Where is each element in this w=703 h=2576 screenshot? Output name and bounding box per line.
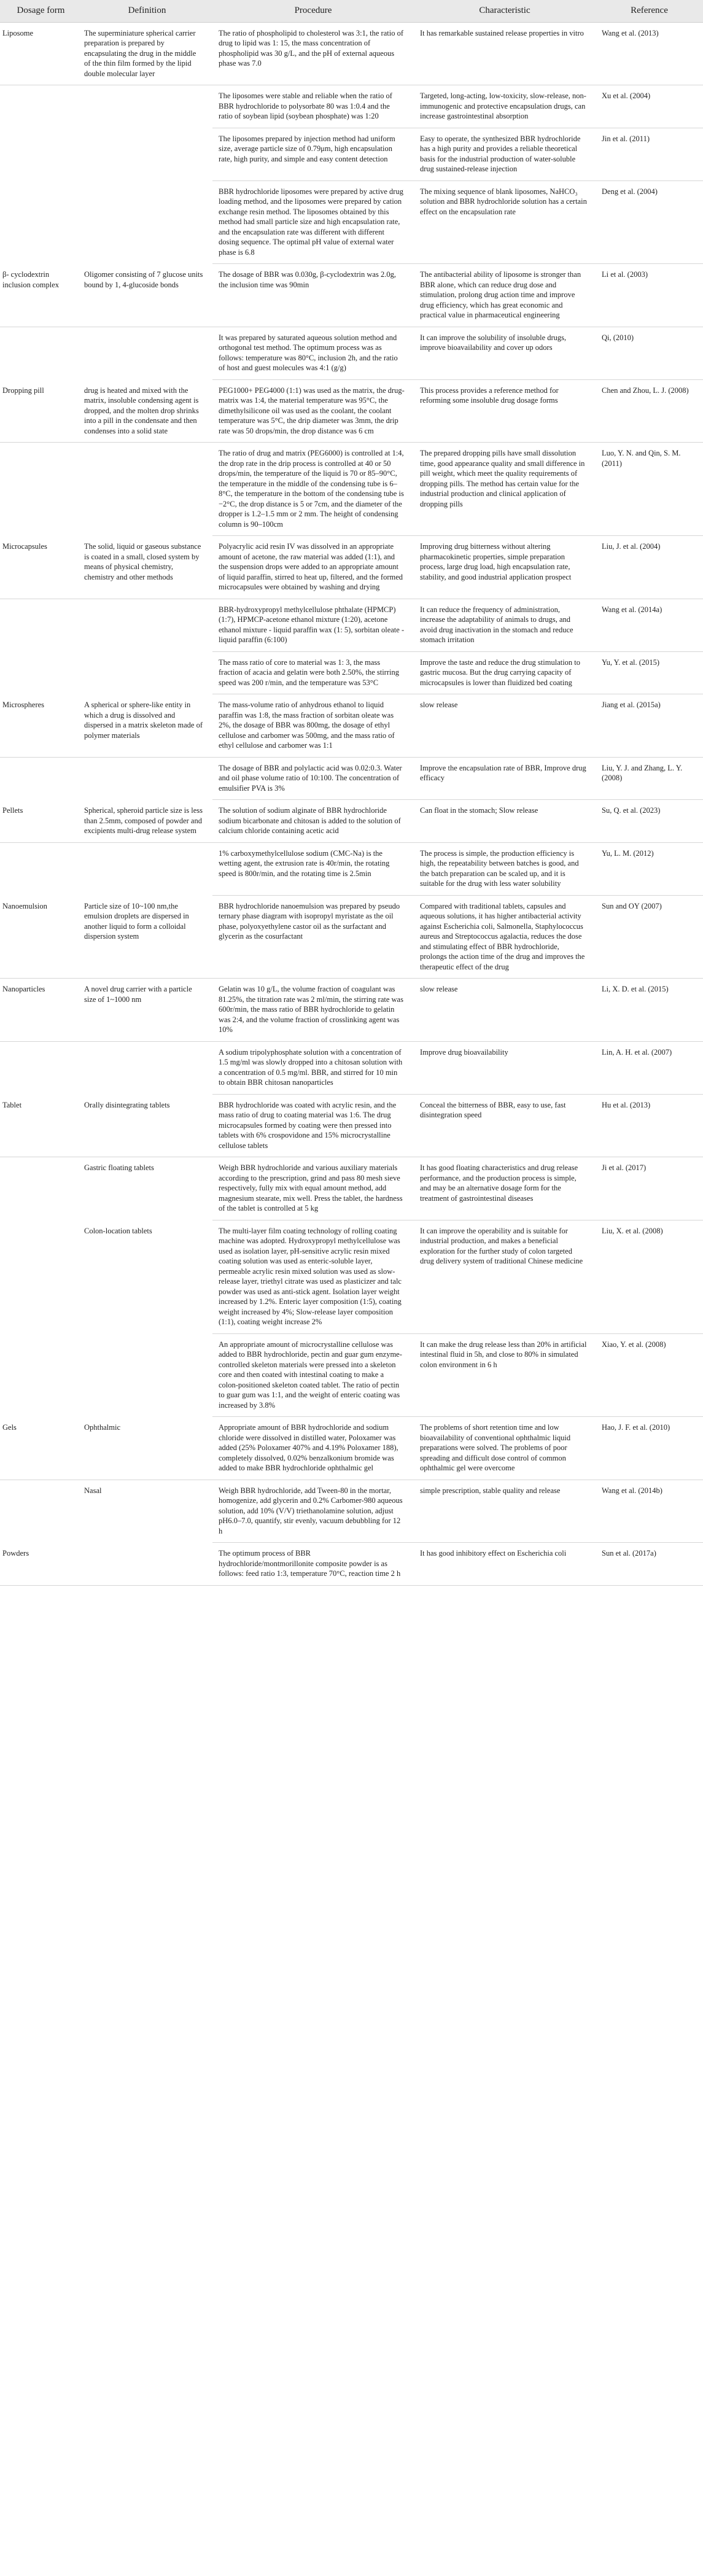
cell-characteristic: Easy to operate, the synthesized BBR hydrochloride has a high purity and provides a reliable theoretical basis for the industrial production of water-soluble drug sustained-release injection (414, 128, 596, 180)
cell-dosage-form (0, 1041, 82, 1094)
cell-reference: Li, X. D. et al. (2015) (596, 979, 703, 1042)
table-row (0, 800, 703, 843)
table-row (0, 979, 703, 1042)
cell-characteristic: slow release (414, 979, 596, 1042)
header-reference: Reference (596, 0, 703, 22)
cell-dosage-form (0, 1480, 82, 1543)
cell-characteristic: It can reduce the frequency of administration, increase the adaptability of animals to drugs, and avoid drug inactivation in the stomach and reduce stomach irritation (414, 599, 596, 651)
cell-reference: Ji et al. (2017) (596, 1157, 703, 1220)
cell-definition: Particle size of 10~100 nm,the emulsion droplets are dispersed in another liquid to form a colloidal dispersion system (82, 895, 212, 979)
cell-definition (82, 443, 212, 536)
cell-dosage-form (0, 599, 82, 651)
cell-characteristic: simple prescription, stable quality and release (414, 1480, 596, 1543)
table-row (0, 1094, 703, 1157)
cell-dosage-form: Powders (0, 1543, 82, 1586)
cell-procedure: The liposomes prepared by injection method had uniform size, average particle size of 0.79μm, high encapsulation rate, high purity, and simple and easy content detection (212, 128, 414, 180)
cell-characteristic: This process provides a reference method for reforming some insoluble drug dosage forms (414, 379, 596, 443)
cell-procedure: BBR hydrochloride nanoemulsion was prepared by pseudo ternary phase diagram with isopropyl myristate as the oil phase, polyoxyethylene castor oil as the surfactant and glycerin as the cosurfactant (212, 895, 414, 979)
cell-definition: The solid, liquid or gaseous substance is coated in a small, closed system by means of physical chemistry, chemistry and other methods (82, 536, 212, 599)
table-row (0, 842, 703, 895)
cell-procedure: The mass ratio of core to material was 1: 3, the mass fraction of acacia and gelatin were both 2.50%, the stirring speed was 200 r/min, and the temperature was 53°C (212, 651, 414, 694)
cell-reference: Hao, J. F. et al. (2010) (596, 1417, 703, 1480)
cell-reference: Wang et al. (2014a) (596, 599, 703, 651)
cell-definition: The superminiature spherical carrier preparation is prepared by encapsulating the drug in the middle of the thin film formed by the lipid double molecular layer (82, 22, 212, 85)
cell-characteristic: Targeted, long-acting, low-toxicity, slow-release, non-immunogenic and protective encapsulation drugs, can increase gastrointestinal absorption (414, 85, 596, 128)
cell-procedure: The ratio of drug and matrix (PEG6000) is controlled at 1:4, the drop rate in the drip process is controlled at 40 or 50 drops/min, the temperature of the liquid is 70 or 85–90°C, the temperature in the middle of the condensing tube is 6–8°C, the temperature in the bottom of the condensing tube is −2°C, the drop distance is 5 or 7cm, and the diameter of the dropper is 1.2–1.5 mm or 2 mm. The height of condensing column is 90–100cm (212, 443, 414, 536)
table-row (0, 1480, 703, 1543)
cell-procedure: The dosage of BBR was 0.030g, β-cyclodextrin was 2.0g, the inclusion time was 90min (212, 264, 414, 327)
cell-dosage-form (0, 443, 82, 536)
cell-dosage-form (0, 757, 82, 800)
cell-characteristic: The problems of short retention time and low bioavailability of conventional ophthalmic liquid preparations were solved. The problems of poor spreading and difficult dose control of common ophthalmic gel were overcome (414, 1417, 596, 1480)
table-row (0, 327, 703, 379)
cell-reference: Chen and Zhou, L. J. (2008) (596, 379, 703, 443)
cell-characteristic: Conceal the bitterness of BBR, easy to use, fast disintegration speed (414, 1094, 596, 1157)
cell-characteristic: It has good floating characteristics and drug release performance, and the production process is simple, and may be an alternative dosage form for the treatment of gastrointestinal diseases (414, 1157, 596, 1220)
cell-characteristic: It can improve the solubility of insoluble drugs, improve bioavailability and cover up odors (414, 327, 596, 379)
cell-definition (82, 327, 212, 379)
cell-characteristic: Improving drug bitterness without altering pharmacokinetic properties, simple preparation process, large drug load, high encapsulation rate, stability, and good industrial application prospect (414, 536, 596, 599)
cell-definition: Nasal (84, 1486, 102, 1495)
cell-reference: Yu, Y. et al. (2015) (596, 651, 703, 694)
cell-reference: Sun and OY (2007) (596, 895, 703, 979)
cell-procedure: PEG1000+ PEG4000 (1:1) was used as the matrix, the drug-matrix was 1:4, the material temperature was 95°C, the dimethylsilicone oil was used as the coolant, the coolant temperature was 5°C, the drip diameter was 3mm, the drip rate was 50 drops/min, the drop distance was 6 cm (212, 379, 414, 443)
cell-reference: Su, Q. et al. (2023) (596, 800, 703, 843)
cell-characteristic: It has good inhibitory effect on Escherichia coli (414, 1543, 596, 1586)
cell-reference: Liu, J. et al. (2004) (596, 536, 703, 599)
cell-definition (82, 599, 212, 651)
cell-procedure: The optimum process of BBR hydrochloride/montmorillonite composite powder is as follows: feed ratio 1:3, temperature 70°C, reaction time 2 h (212, 1543, 414, 1586)
cell-definition (82, 180, 212, 264)
cell-definition (82, 651, 212, 694)
table-row (0, 128, 703, 180)
cell-procedure: The solution of sodium alginate of BBR hydrochloride sodium bicarbonate and chitosan is added to the solution of calcium chloride containing acetic acid (212, 800, 414, 843)
cell-procedure: 1% carboxymethylcellulose sodium (CMC-Na) is the wetting agent, the extrusion rate is 40r/min, the rotating speed is 800r/min, and the rotating time is 2.5min (212, 842, 414, 895)
table-row (0, 22, 703, 85)
cell-characteristic: The process is simple, the production efficiency is high, the repeatability between batches is good, and the batch preparation can be scaled up, and it is suitable for the drug with less water solubility (414, 842, 596, 895)
cell-characteristic: Can float in the stomach; Slow release (414, 800, 596, 843)
cell-dosage-form (0, 180, 82, 264)
cell-dosage-form (0, 1157, 82, 1220)
cell-characteristic: The antibacterial ability of liposome is stronger than BBR alone, which can reduce drug dose and stimulation, prolong drug action time and improve drug efficiency, which has great economic and practical value in pharmaceutical engineering (414, 264, 596, 327)
cell-dosage-form: Microspheres (0, 694, 82, 758)
header-characteristic: Characteristic (414, 0, 596, 22)
header-definition: Definition (82, 0, 212, 22)
table-body (0, 22, 703, 1585)
cell-procedure: Weigh BBR hydrochloride, add Tween-80 in the mortar, homogenize, add glycerin and 0.2% Carbomer-980 aqueous solution, add 10% (V/V) triethanolamine solution, adjust pH6.0–7.0, quantify, stir evenly, vacuum debubbling for 12 h (212, 1480, 414, 1543)
cell-definition (82, 757, 212, 800)
cell-procedure: Polyacrylic acid resin IV was dissolved in an appropriate amount of acetone, the raw material was added (1:1), and the suspension drops were added to an appropriate amount of liquid paraffin, stirred to heat up, filtered, and the formed microcapsules were obtained by washing and drying (212, 536, 414, 599)
cell-reference: Deng et al. (2004) (596, 180, 703, 264)
cell-definition (82, 85, 212, 128)
cell-definition: Oligomer consisting of 7 glucose units bound by 1, 4-glucoside bonds (82, 264, 212, 327)
table-row (0, 180, 703, 264)
cell-dosage-form (0, 327, 82, 379)
cell-dosage-form (0, 1220, 82, 1333)
cell-reference: Xiao, Y. et al. (2008) (596, 1333, 703, 1417)
cell-definition (82, 1333, 212, 1417)
cell-procedure: BBR hydrochloride was coated with acrylic resin, and the mass ratio of drug to coating material was 1:6. The drug microcapsules formed by coating were then pressed into tablets with 6% crospovidone and 15% microcrystalline cellulose tablets (212, 1094, 414, 1157)
cell-dosage-form (0, 1333, 82, 1417)
cell-reference: Liu, Y. J. and Zhang, L. Y. (2008) (596, 757, 703, 800)
cell-procedure: The multi-layer film coating technology of rolling coating machine was adopted. Hydroxypropyl methylcellulose was used as isolation layer, pH-sensitive acrylic resin mixed coating solution was used as enteric-soluble layer, permeable acrylic resin mixed solution was used as slow-release layer, triethyl citrate was used as plasticizer and talc powder was used as anti-stick agent. Isolation layer weight increased by 1.2%. Enteric layer composition (1:5), coating weight increased by 4%; Slow-release layer composition (1:1), coating weight increase 2% (212, 1220, 414, 1333)
cell-dosage-form: Dropping pill (0, 379, 82, 443)
cell-dosage-form: Pellets (0, 800, 82, 843)
cell-characteristic: It can improve the operability and is suitable for industrial production, and makes a beneficial exploration for the further study of colon targeted drug delivery system of traditional Chinese medicine (414, 1220, 596, 1333)
cell-reference: Li et al. (2003) (596, 264, 703, 327)
table-row (0, 443, 703, 536)
cell-procedure: BBR hydrochloride liposomes were prepared by active drug loading method, and the liposomes were prepared by cation exchange resin method. The liposomes obtained by this method had small particle size and high encapsulation rate, and the encapsulation rate was different with different dosing sequence. The optimal pH value of external water phase is 6.8 (212, 180, 414, 264)
table-row (0, 1041, 703, 1094)
cell-definition (82, 1041, 212, 1094)
cell-definition: Ophthalmic (82, 1417, 212, 1480)
cell-characteristic: slow release (414, 694, 596, 758)
cell-procedure: The liposomes were stable and reliable when the ratio of BBR hydrochloride to polysorbate 80 was 1:0.4 and the ratio of soybean lipid (soybean phosphate) was 1:20 (212, 85, 414, 128)
cell-characteristic: It has remarkable sustained release properties in vitro (414, 22, 596, 85)
table-row (0, 895, 703, 979)
cell-procedure: Gelatin was 10 g/L, the volume fraction of coagulant was 81.25%, the titration rate was 2 ml/min, the stirring rate was 600r/min, the mass ratio of BBR hydrochloride to gelatin was 2:4, and the volume fraction of crosslinking agent was 10% (212, 979, 414, 1042)
cell-reference: Sun et al. (2017a) (596, 1543, 703, 1586)
cell-definition: drug is heated and mixed with the matrix, insoluble condensing agent is dropped, and the molten drop shrinks into a pill in the condensate and then condenses into a solid state (82, 379, 212, 443)
table-row (0, 264, 703, 327)
table-row (0, 651, 703, 694)
cell-dosage-form: β- cyclodextrin inclusion complex (0, 264, 82, 327)
cell-characteristic: The prepared dropping pills have small dissolution time, good appearance quality and small difference in pill weight, which meet the quality requirements of dropping pills. The method has certain value for the industrial production and clinical application of dropping pills (414, 443, 596, 536)
cell-characteristic: Improve drug bioavailability (414, 1041, 596, 1094)
cell-dosage-form (0, 128, 82, 180)
cell-dosage-form: Gels (0, 1417, 82, 1480)
cell-procedure: It was prepared by saturated aqueous solution method and orthogonal test method. The optimum process was as follows: temperature was 80°C, inclusion 2h, and the ratio of host and guest molecules was 4:1 (g/g) (212, 327, 414, 379)
table-row (0, 757, 703, 800)
table-row (0, 1543, 703, 1586)
cell-procedure: The ratio of phospholipid to cholesterol was 3:1, the ratio of drug to lipid was 1: 15, the mass concentration of phospholipid was 30 g/L, and the pH of external aqueous phase was 7.0 (212, 22, 414, 85)
cell-procedure: A sodium tripolyphosphate solution with a concentration of 1.5 mg/ml was slowly dropped into a chitosan solution with a concentration of 0.5 mg/ml. BBR, and stirred for 10 min to obtain BBR chitosan nanoparticles (212, 1041, 414, 1094)
cell-definition: Gastric floating tablets (84, 1163, 154, 1173)
cell-reference: Liu, X. et al. (2008) (596, 1220, 703, 1333)
cell-reference: Hu et al. (2013) (596, 1094, 703, 1157)
cell-dosage-form: Nanoparticles (0, 979, 82, 1042)
cell-dosage-form (0, 651, 82, 694)
cell-dosage-form: Tablet (0, 1094, 82, 1157)
cell-reference: Wang et al. (2014b) (596, 1480, 703, 1543)
cell-definition: Orally disintegrating tablets (82, 1094, 212, 1157)
cell-definition: Spherical, spheroid particle size is less than 2.5mm, composed of powder and excipients multi-drug release system (82, 800, 212, 843)
cell-procedure: The dosage of BBR and polylactic acid was 0.02:0.3. Water and oil phase volume ratio of 10:100. The concentration of emulsifier PVA is 3% (212, 757, 414, 800)
cell-dosage-form (0, 842, 82, 895)
cell-reference: Wang et al. (2013) (596, 22, 703, 85)
table-row (0, 85, 703, 128)
table-row (0, 1157, 703, 1220)
header-procedure: Procedure (212, 0, 414, 22)
cell-definition: A spherical or sphere-like entity in which a drug is dissolved and dispersed in a matrix skeleton made of polymer materials (82, 694, 212, 758)
header-row (0, 0, 703, 22)
cell-dosage-form: Nanoemulsion (0, 895, 82, 979)
cell-definition (82, 128, 212, 180)
cell-procedure: Weigh BBR hydrochloride and various auxiliary materials according to the prescription, grind and pass 80 mesh sieve respectively, fully mix with equal amount method, add magnesium stearate, mix well. Press the tablet, the hardness of the tablet is controlled at 5 kg (212, 1157, 414, 1220)
cell-definition (82, 1543, 212, 1586)
header-dosage-form: Dosage form (0, 0, 82, 22)
table-row (0, 694, 703, 758)
cell-dosage-form (0, 85, 82, 128)
cell-procedure: An appropriate amount of microcrystalline cellulose was added to BBR hydrochloride, pectin and guar gum enzyme-controlled skeleton materials were pressed into a skeleton core and then coated with intestinal coating to make a colon-positioned skeleton coated tablet. The ratio of pectin to guar gum was 1:1, and the weight of enteric coating was increased by 3.8% (212, 1333, 414, 1417)
table-row (0, 1333, 703, 1417)
cell-reference: Yu, L. M. (2012) (596, 842, 703, 895)
cell-reference: Qi, (2010) (596, 327, 703, 379)
table-row (0, 536, 703, 599)
cell-reference: Xu et al. (2004) (596, 85, 703, 128)
cell-reference: Lin, A. H. et al. (2007) (596, 1041, 703, 1094)
cell-characteristic: Improve the encapsulation rate of BBR, Improve drug efficacy (414, 757, 596, 800)
cell-procedure: Appropriate amount of BBR hydrochloride and sodium chloride were dissolved in distilled water, Poloxamer was added (25% Poloxamer 407% and 4.19% Poloxamer 188), completely dissolved, 0.02% benzalkonium bromide was added to make BBR hydrochloride ophthalmic gel (212, 1417, 414, 1480)
cell-definition: A novel drug carrier with a particle size of 1~1000 nm (82, 979, 212, 1042)
cell-definition (82, 842, 212, 895)
cell-procedure: The mass-volume ratio of anhydrous ethanol to liquid paraffin was 1:8, the mass fraction of sorbitan oleate was 2%, the dosage of BBR was 800mg, the dosage of ethyl cellulose and carbomer was 500mg, and the mass ratio of ethyl cellulose and carbomer was 1:1 (212, 694, 414, 758)
cell-procedure: BBR-hydroxypropyl methylcellulose phthalate (HPMCP) (1:7), HPMCP-acetone ethanol mixture (1:20), acetone ethanol mixture - liquid paraffin wax (1: 5), sorbitan oleate - liquid paraffin (6:100) (212, 599, 414, 651)
cell-characteristic: The mixing sequence of blank liposomes, NaHCO₃ solution and BBR hydrochloride solution has a certain effect on the encapsulation rate (414, 180, 596, 264)
cell-dosage-form: Liposome (0, 22, 82, 85)
cell-characteristic: It can make the drug release less than 20% in artificial intestinal fluid in 5h, and close to 80% in simulated colon environment in 6 h (414, 1333, 596, 1417)
table-row (0, 599, 703, 651)
cell-reference: Luo, Y. N. and Qin, S. M. (2011) (596, 443, 703, 536)
cell-reference: Jiang et al. (2015a) (596, 694, 703, 758)
cell-characteristic: Compared with traditional tablets, capsules and aqueous solutions, it has higher antibacterial activity against Escherichia coli, Salmonella, Staphylococcus aureus and Streptococcus agalactia, reduces the dose and stimulating effect of BBR hydrochloride, prolongs the action time of the drug and improves the therapeutic effect of the drug (414, 895, 596, 979)
table-row (0, 379, 703, 443)
cell-reference: Jin et al. (2011) (596, 128, 703, 180)
cell-definition: Colon-location tablets (84, 1226, 152, 1235)
cell-characteristic: Improve the taste and reduce the drug stimulation to gastric mucosa. But the drug carrying capacity of microcapsules is lower than fluidized bed coating (414, 651, 596, 694)
cell-dosage-form: Microcapsules (0, 536, 82, 599)
table-row (0, 1417, 703, 1480)
table-row (0, 1220, 703, 1333)
